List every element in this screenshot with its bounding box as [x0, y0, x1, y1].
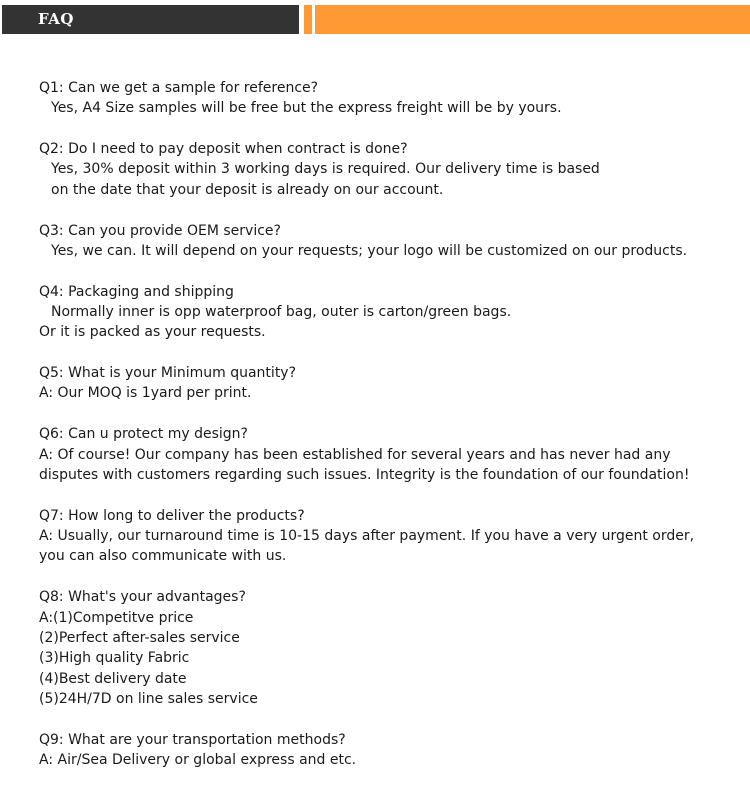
answer-line: you can also communicate with us. — [39, 548, 287, 565]
answer-line: disputes with customers regarding such issues. Integrity is the foundation of our foundation! — [39, 466, 690, 483]
answer-line: Yes, we can. It will depend on your requests; your logo will be customized on our products. — [51, 242, 688, 259]
question: Q1: Can we get a sample for reference? — [39, 80, 319, 96]
answer-line: A: Usually, our turnaround time is 10-15 days after payment. If you have a very urgent order, — [39, 528, 695, 545]
question: Q5: What is your Minimum quantity? — [39, 365, 297, 382]
answer-line: A: Air/Sea Delivery or global express and etc. — [39, 752, 357, 769]
faq-item-q5 — [39, 363, 739, 404]
faq-item-q8 — [39, 587, 739, 709]
answer-line: on the date that your deposit is already on our account. — [51, 181, 444, 198]
faq-item-q2 — [39, 139, 739, 200]
question: Q2: Do I need to pay deposit when contract is done? — [39, 141, 408, 158]
answer-line: (4)Best delivery date — [39, 670, 187, 687]
answer-line: Yes, A4 Size samples will be free but the express freight will be by yours. — [51, 100, 562, 117]
question: Q8: What's your advantages? — [39, 589, 246, 606]
answer-line: A: Our MOQ is 1yard per print. — [39, 385, 252, 402]
answer-line: A:(1)Competitve price — [39, 609, 194, 626]
faq-item-q4 — [39, 282, 739, 343]
answer-line: (2)Perfect after-sales service — [39, 629, 240, 646]
question: Q4: Packaging and shipping — [39, 283, 234, 300]
answer-line: (3)High quality Fabric — [39, 650, 190, 667]
faq-item-q7 — [39, 506, 739, 567]
faq-list — [39, 78, 739, 791]
header-orange-block — [315, 5, 750, 34]
header-orange-strip — [304, 5, 312, 34]
question: Q3: Can you provide OEM service? — [39, 222, 281, 239]
faq-item-q9 — [39, 730, 739, 771]
header-dark-block — [2, 5, 299, 34]
question: Q7: How long to deliver the products? — [39, 507, 305, 524]
answer-line: Normally inner is opp waterproof bag, outer is carton/green bags. — [51, 304, 512, 321]
question: Q6: Can u protect my design? — [39, 426, 248, 443]
answer-line: (5)24H/7D on line sales service — [39, 691, 258, 708]
answer-line: Yes, 30% deposit within 3 working days is required. Our delivery time is based — [51, 161, 600, 178]
faq-header-bar — [2, 5, 750, 34]
answer-line: A: Of course! Our company has been established for several years and has never had any — [39, 446, 671, 463]
faq-item-q3 — [39, 221, 739, 262]
faq-title: FAQ — [38, 10, 74, 28]
question: Q9: What are your transportation methods? — [39, 731, 346, 748]
faq-item-q6 — [39, 424, 739, 485]
faq-item-q1 — [39, 78, 739, 119]
answer-line: Or it is packed as your requests. — [39, 324, 266, 341]
